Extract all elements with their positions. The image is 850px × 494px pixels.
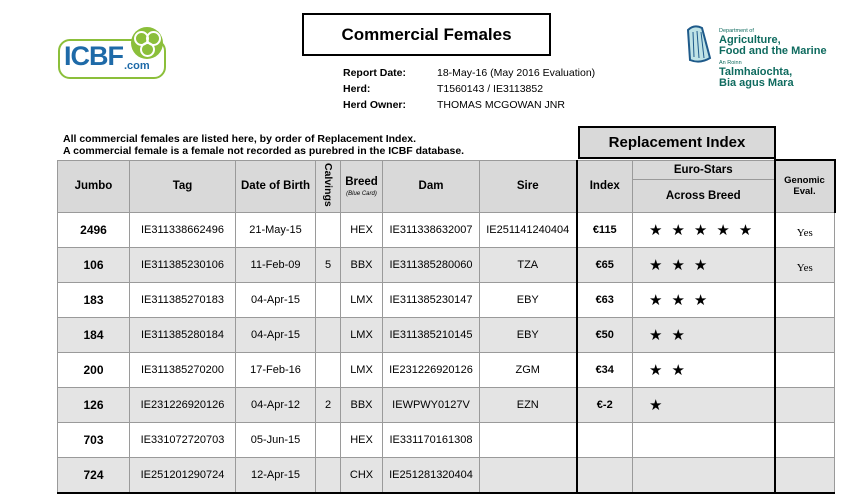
icbf-logo-text: ICBF — [64, 41, 123, 71]
cell-genomic — [775, 422, 835, 457]
cell-calvings — [316, 317, 341, 352]
cell-dam: IEWPWY0127V — [383, 387, 480, 422]
females-table — [57, 159, 836, 494]
star-rating: ★★★★★ — [633, 212, 775, 247]
cell-jumbo: 184 — [58, 317, 130, 352]
report-meta — [343, 65, 595, 113]
cell-dam: IE311385230147 — [383, 282, 480, 317]
col-header-jumbo: Jumbo — [58, 160, 130, 212]
col-header-sire: Sire — [480, 160, 577, 212]
star-rating: ★★★ — [633, 282, 775, 317]
cell-genomic — [775, 387, 835, 422]
cell-genomic — [775, 282, 835, 317]
star-rating — [633, 422, 775, 457]
cell-dam: IE331170161308 — [383, 422, 480, 457]
cell-sire: EBY — [480, 317, 577, 352]
dept-line: An Roinn — [719, 60, 742, 66]
meta-row-report-date — [343, 65, 595, 81]
cell-tag: IE311385270200 — [130, 352, 236, 387]
table-row — [58, 457, 835, 493]
meta-key: Herd Owner: — [343, 99, 407, 111]
cell-tag: IE311385280184 — [130, 317, 236, 352]
col-header-genomic: Genomic Eval. — [775, 160, 835, 212]
cell-calvings: 2 — [316, 387, 341, 422]
cell-calvings: 5 — [316, 247, 341, 282]
meta-value: 18-May-16 (May 2016 Evaluation) — [437, 67, 596, 79]
cell-sire: EZN — [480, 387, 577, 422]
cell-dob: 05-Jun-15 — [236, 422, 316, 457]
cell-jumbo: 724 — [58, 457, 130, 493]
cell-tag: IE311385270183 — [130, 282, 236, 317]
star-rating: ★★ — [633, 352, 775, 387]
cell-sire — [480, 422, 577, 457]
table-row — [58, 387, 835, 422]
page-title: Commercial Females — [302, 13, 551, 56]
dept-line: Agriculture, — [719, 34, 781, 46]
cell-index: €115 — [577, 212, 633, 247]
col-header-breed — [341, 160, 383, 212]
col-header-calvings — [316, 160, 341, 212]
cell-genomic: Yes — [775, 247, 835, 282]
meta-key: Herd: — [343, 83, 371, 95]
cell-calvings — [316, 282, 341, 317]
meta-key: Report Date: — [343, 67, 407, 79]
star-rating: ★ — [633, 387, 775, 422]
cell-breed: LMX — [341, 352, 383, 387]
table-row — [58, 212, 835, 247]
icbf-logo-suffix: .com — [124, 60, 150, 72]
cell-dam: IE311338632007 — [383, 212, 480, 247]
cell-jumbo: 2496 — [58, 212, 130, 247]
cell-dob: 17-Feb-16 — [236, 352, 316, 387]
col-header-tag: Tag — [130, 160, 236, 212]
cell-jumbo: 703 — [58, 422, 130, 457]
note-line: A commercial female is a female not recorded as purebred in the ICBF database. — [63, 145, 465, 157]
cell-sire: EBY — [480, 282, 577, 317]
cell-breed: LMX — [341, 282, 383, 317]
cell-index — [577, 422, 633, 457]
note-line: All commercial females are listed here, by order of Replacement Index. — [63, 133, 417, 145]
cell-breed: BBX — [341, 387, 383, 422]
cell-dob: 04-Apr-15 — [236, 282, 316, 317]
table-row — [58, 422, 835, 457]
cell-tag: IE311338662496 — [130, 212, 236, 247]
star-rating — [633, 457, 775, 493]
clover-icon — [131, 27, 163, 59]
cell-genomic — [775, 317, 835, 352]
cell-tag: IE251201290724 — [130, 457, 236, 493]
cell-calvings — [316, 422, 341, 457]
meta-row-herd-owner — [343, 97, 595, 113]
dept-line: Department of — [719, 28, 754, 34]
cell-calvings — [316, 212, 341, 247]
cell-genomic — [775, 457, 835, 493]
replacement-index-header: Replacement Index — [578, 126, 776, 159]
harp-icon — [684, 24, 714, 64]
icbf-logo — [58, 27, 166, 77]
cell-sire — [480, 457, 577, 493]
cell-breed: HEX — [341, 422, 383, 457]
cell-jumbo: 183 — [58, 282, 130, 317]
calvings-label: Calvings — [322, 162, 334, 207]
cell-index: €50 — [577, 317, 633, 352]
cell-dam: IE311385210145 — [383, 317, 480, 352]
cell-tag: IE231226920126 — [130, 387, 236, 422]
cell-dam: IE231226920126 — [383, 352, 480, 387]
col-header-dob: Date of Birth — [236, 160, 316, 212]
cell-breed: LMX — [341, 317, 383, 352]
cell-dam: IE311385280060 — [383, 247, 480, 282]
cell-tag: IE311385230106 — [130, 247, 236, 282]
cell-jumbo: 200 — [58, 352, 130, 387]
col-header-dam: Dam — [383, 160, 480, 212]
header-row — [58, 160, 835, 179]
cell-dob: 04-Apr-15 — [236, 317, 316, 352]
cell-dam: IE251281320404 — [383, 457, 480, 493]
table-row — [58, 352, 835, 387]
cell-tag: IE331072720703 — [130, 422, 236, 457]
cell-breed: CHX — [341, 457, 383, 493]
cell-sire: TZA — [480, 247, 577, 282]
intro-notes — [63, 133, 464, 157]
cell-jumbo: 106 — [58, 247, 130, 282]
meta-row-herd — [343, 81, 595, 97]
star-rating: ★★ — [633, 317, 775, 352]
cell-calvings — [316, 352, 341, 387]
cell-dob: 21-May-15 — [236, 212, 316, 247]
department-logo — [684, 22, 834, 92]
cell-breed: BBX — [341, 247, 383, 282]
dept-line: Talmhaíochta, — [719, 66, 793, 78]
cell-dob: 11-Feb-09 — [236, 247, 316, 282]
cell-breed: HEX — [341, 212, 383, 247]
cell-dob: 12-Apr-15 — [236, 457, 316, 493]
cell-index: €-2 — [577, 387, 633, 422]
cell-dob: 04-Apr-12 — [236, 387, 316, 422]
cell-genomic — [775, 352, 835, 387]
cell-index: €65 — [577, 247, 633, 282]
breed-note: (Blue Card) — [346, 190, 377, 197]
cell-sire: ZGM — [480, 352, 577, 387]
cell-calvings — [316, 457, 341, 493]
col-header-eurostars: Euro-Stars — [633, 160, 775, 179]
cell-genomic: Yes — [775, 212, 835, 247]
cell-sire: IE251141240404 — [480, 212, 577, 247]
dept-line: Food and the Marine — [719, 45, 827, 57]
cell-jumbo: 126 — [58, 387, 130, 422]
cell-index: €63 — [577, 282, 633, 317]
table-row — [58, 282, 835, 317]
table-row — [58, 317, 835, 352]
meta-value: T1560143 / IE3113852 — [437, 83, 544, 95]
col-header-index: Index — [577, 160, 633, 212]
star-rating: ★★★ — [633, 247, 775, 282]
meta-value: THOMAS MCGOWAN JNR — [437, 99, 565, 111]
cell-index — [577, 457, 633, 493]
col-header-across-breed: Across Breed — [633, 179, 775, 212]
cell-index: €34 — [577, 352, 633, 387]
dept-line: Bia agus Mara — [719, 77, 794, 89]
table-row — [58, 247, 835, 282]
breed-label: Breed — [345, 175, 378, 188]
